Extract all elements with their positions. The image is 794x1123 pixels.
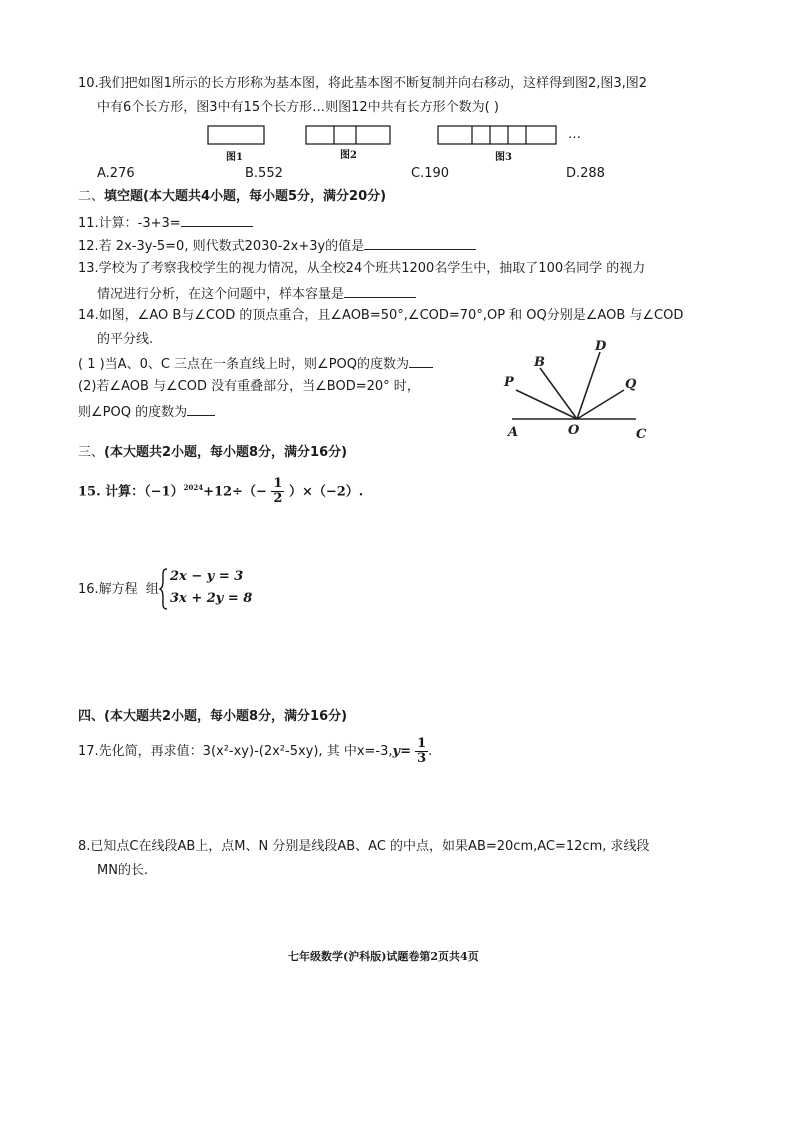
q17-frac-num: 1	[417, 736, 427, 751]
q15-exponent: 2024	[183, 483, 204, 492]
q17-frac-den: 3	[417, 751, 427, 766]
ray-op	[516, 390, 577, 419]
q15-frac-num: 1	[273, 476, 283, 492]
figure-1	[208, 126, 264, 144]
figure-ellipsis: …	[568, 127, 581, 142]
section-4-heading	[78, 708, 347, 726]
q16-label	[78, 581, 159, 599]
q16-group: 组	[145, 582, 159, 597]
section-3-title: (本大题共2小题，每小题8分，满分16分)	[104, 445, 348, 460]
q13-line1: 13.学校为了考察我校学生的视力情况，从全校24个班共1200名学生中，抽取了100名同学 的视力	[78, 261, 646, 276]
q16-prefix: 16.解方程	[78, 582, 138, 597]
q16-equation-2: 3x + 2y = 8	[170, 591, 253, 606]
ray-ob	[540, 368, 577, 419]
q12-text: 12.若 2x-3y-5=0, 则代数式2030-2x+3y的值是	[78, 239, 365, 254]
q12	[78, 236, 476, 256]
q17-y: y=	[392, 744, 411, 759]
q14-part1	[78, 354, 433, 374]
choice-b: B.552	[245, 166, 283, 181]
label-a: A	[508, 425, 519, 440]
section-3-label: 三、	[78, 445, 105, 460]
q13-answer-blank	[344, 284, 416, 298]
label-b: B	[534, 355, 545, 370]
q15-middle: +12÷（−	[203, 484, 267, 500]
q10-figures	[200, 122, 600, 164]
label-q: Q	[625, 377, 637, 392]
q16-equation-1: 2x − y = 3	[170, 569, 244, 584]
page-footer: 七年级数学(沪科版)试题卷第2页共4页	[288, 950, 479, 963]
q15-frac-den: 2	[273, 491, 283, 507]
q13-line2	[97, 284, 416, 304]
section-4-label: 四、	[78, 709, 105, 724]
label-o: O	[568, 423, 580, 438]
q14-part2b-text: 则∠POQ 的度数为	[78, 405, 188, 420]
section-3-heading	[78, 444, 347, 462]
label-d: D	[595, 339, 607, 354]
figure-3	[438, 126, 556, 144]
q11-answer-blank	[181, 213, 253, 227]
q15-prefix: 15. 计算：（−1）	[78, 484, 184, 500]
q18-line2: MN的长.	[97, 863, 149, 878]
q10-line2: 中有6个长方形，图3中有15个长方形…则图12中共有长方形个数为( )	[97, 100, 499, 115]
q18-line1: 8.已知点C在线段AB上，点M、N 分别是线段AB、AC 的中点，如果AB=20cm,AC=12cm, 求线段	[78, 839, 650, 854]
q14-line2: 的平分线.	[97, 332, 154, 347]
choice-a: A.276	[97, 166, 135, 181]
q14-part1-blank	[409, 354, 433, 368]
q11-text: 11.计算：-3+3=	[78, 216, 181, 231]
q14-part2: (2)若∠AOB 与∠COD 没有重叠部分，当∠BOD=20° 时，	[78, 379, 420, 394]
q10-line1: 10.我们把如图1所示的长方形称为基本图，将此基本图不断复制并向右移动，这样得到图2,图3,图2	[78, 76, 648, 91]
q17-end: .	[428, 744, 433, 759]
q14-part2-blank	[187, 402, 215, 416]
ray-oq	[577, 390, 624, 419]
figure-1-label: 图1	[226, 152, 243, 163]
q17-text: 17.先化简，再求值：3(x²-xy)-(2x²-5xy), 其 中x=-3,	[78, 744, 393, 759]
q17	[78, 732, 432, 772]
figure-2	[306, 126, 390, 144]
angle-diagram	[498, 330, 668, 445]
q15-fraction	[271, 477, 284, 506]
label-c: C	[636, 427, 647, 442]
section-2-title: 填空题(本大题共4小题，每小题5分，满分20分)	[104, 189, 387, 204]
q14-line1: 14.如图，∠AO B与∠COD 的顶点重合，且∠AOB=50°,∠COD=70°,OP 和 OQ分别是∠AOB 与∠COD	[78, 308, 684, 323]
choice-d: D.288	[566, 166, 605, 181]
q13-line2-text: 情况进行分析，在这个问题中，样本容量是	[97, 287, 345, 302]
q14-part2b	[78, 402, 215, 422]
q15	[78, 470, 363, 506]
q16-brace	[159, 568, 169, 610]
figure-3-label: 图3	[495, 152, 512, 163]
label-p: P	[504, 375, 514, 390]
figure-2-label: 图2	[340, 150, 357, 161]
q12-answer-blank	[364, 236, 476, 250]
q15-suffix: ）×（−2）.	[288, 484, 364, 500]
section-2-heading	[78, 188, 386, 206]
section-4-title: (本大题共2小题，每小题8分，满分16分)	[104, 709, 348, 724]
q17-fraction	[415, 737, 428, 766]
choice-c: C.190	[411, 166, 450, 181]
section-2-label: 二、	[78, 189, 105, 204]
q14-part1-text: ( 1 )当A、0、C 三点在一条直线上时，则∠POQ的度数为	[78, 357, 410, 372]
q11	[78, 213, 253, 233]
ray-od	[577, 352, 600, 419]
